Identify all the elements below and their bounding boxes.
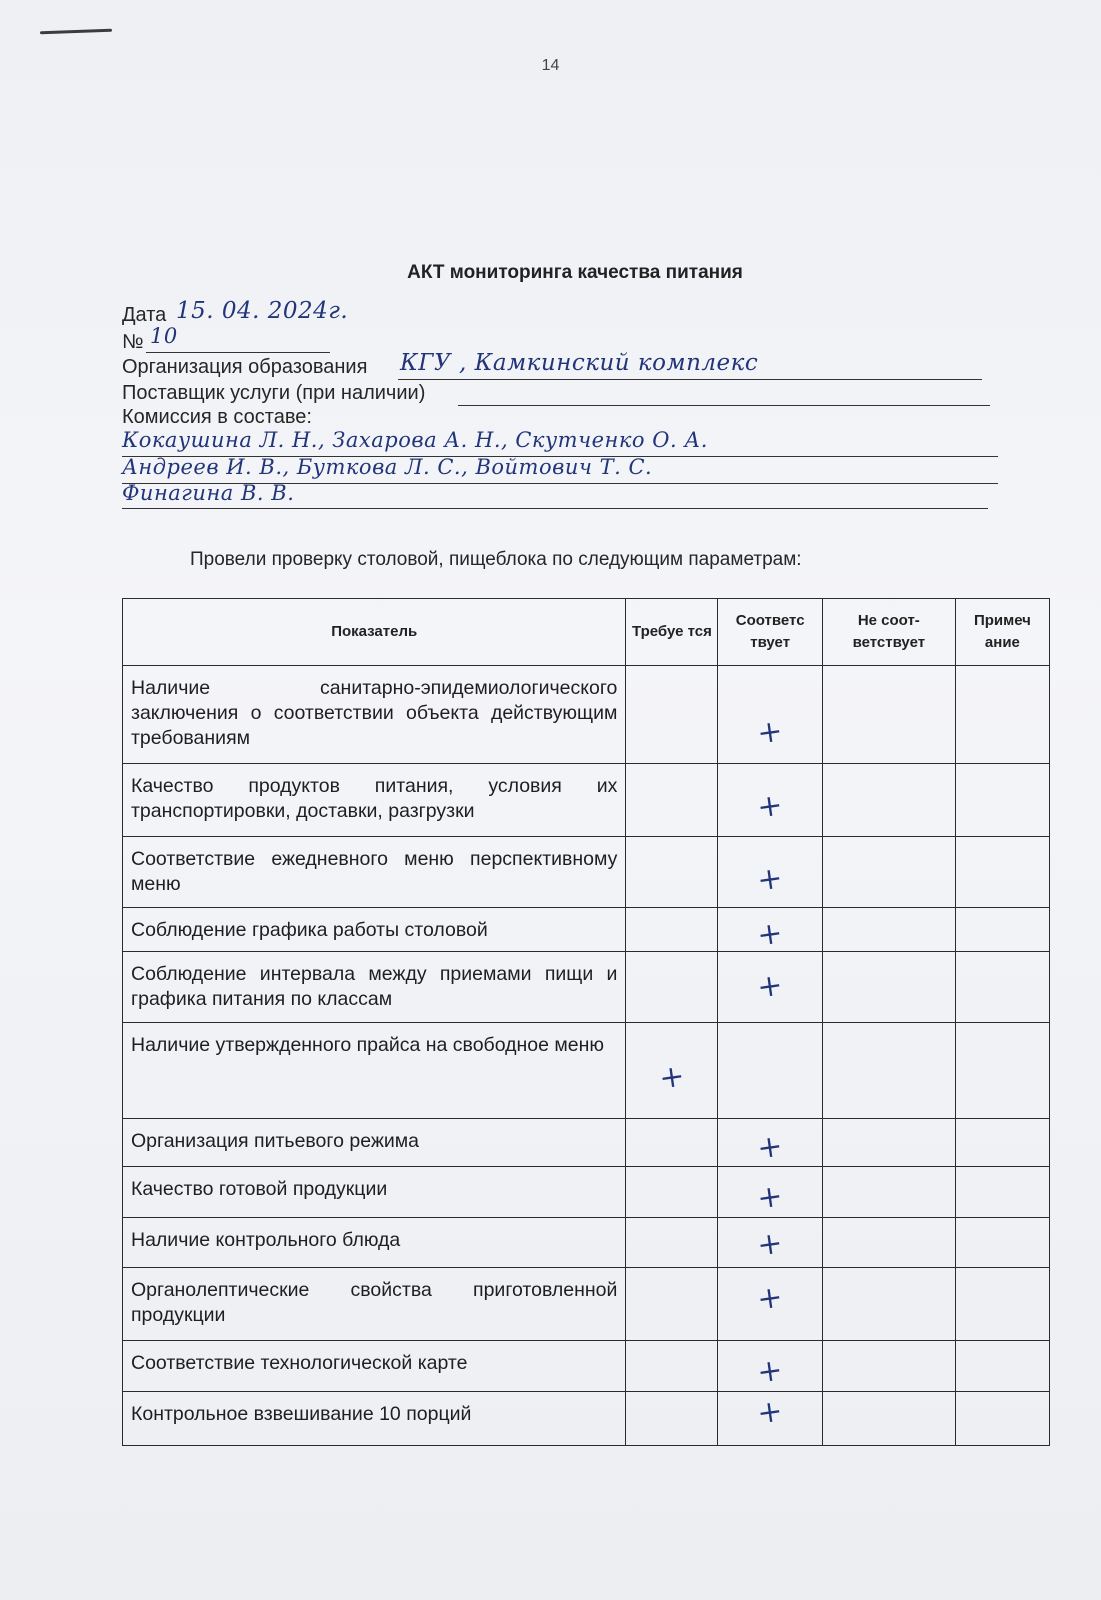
number-underline	[146, 352, 330, 353]
indicator-cell: Наличие контрольного блюда	[123, 1218, 626, 1268]
header-required: Требуе тся	[626, 599, 718, 666]
number-label: №	[122, 331, 144, 353]
table-row	[123, 837, 1050, 908]
not-complies-cell	[822, 1167, 955, 1218]
not-complies-cell	[822, 1119, 955, 1167]
table-row	[123, 908, 1050, 952]
check-mark: +	[755, 967, 785, 1006]
corner-pen-mark	[40, 29, 112, 35]
not-complies-cell	[822, 837, 955, 908]
check-mark: +	[755, 787, 785, 826]
check-mark: +	[755, 1128, 785, 1167]
table-row	[123, 666, 1050, 764]
parameters-table	[122, 598, 1050, 1446]
required-cell	[626, 764, 718, 837]
indicator-cell: Организация питьевого режима	[123, 1119, 626, 1167]
not-complies-cell	[822, 1023, 955, 1119]
commission-line-2: Андреев И. В., Буткова Л. С., Войтович Т. С.	[122, 455, 653, 479]
not-complies-cell	[822, 764, 955, 837]
complies-cell	[718, 1023, 822, 1119]
check-mark: +	[656, 1058, 687, 1097]
check-mark: +	[755, 915, 785, 954]
note-cell	[955, 666, 1049, 764]
not-complies-cell	[822, 908, 955, 952]
indicator-cell: Соблюдение интервала между приемами пищи и графика питания по классам	[123, 952, 626, 1023]
required-cell	[626, 908, 718, 952]
check-mark: +	[755, 1225, 785, 1264]
required-cell	[626, 1218, 718, 1268]
complies-cell	[718, 952, 822, 1023]
complies-cell	[718, 1167, 822, 1218]
note-cell	[955, 952, 1049, 1023]
header-complies: Соответс твует	[718, 599, 822, 666]
required-cell	[626, 666, 718, 764]
not-complies-cell	[822, 1268, 955, 1341]
note-cell	[955, 1167, 1049, 1218]
required-cell	[626, 1341, 718, 1392]
indicator-cell: Наличие утвержденного прайса на свободное меню	[123, 1023, 626, 1119]
table-row	[123, 1341, 1050, 1392]
complies-cell	[718, 764, 822, 837]
indicator-cell: Контрольное взвешивание 10 порций	[123, 1392, 626, 1446]
table-row	[123, 1268, 1050, 1341]
supplier-label: Поставщик услуги (при наличии)	[122, 382, 426, 404]
commission-label: Комиссия в составе:	[122, 406, 312, 428]
document-title: АКТ мониторинга качества питания	[407, 262, 743, 283]
org-underline	[398, 379, 982, 380]
header-indicator: Показатель	[123, 599, 626, 666]
table-header-row	[123, 599, 1050, 666]
table-row	[123, 1218, 1050, 1268]
note-cell	[955, 1023, 1049, 1119]
not-complies-cell	[822, 1392, 955, 1446]
indicator-cell: Соответствие технологической карте	[123, 1341, 626, 1392]
not-complies-cell	[822, 1341, 955, 1392]
org-value: КГУ , Камкинский комплекс	[400, 350, 759, 376]
page-number: 14	[541, 57, 560, 74]
required-cell	[626, 1392, 718, 1446]
complies-cell	[718, 1119, 822, 1167]
required-cell	[626, 1023, 718, 1119]
complies-cell	[718, 1392, 822, 1446]
note-cell	[955, 764, 1049, 837]
indicator-cell: Соответствие ежедневного меню перспективному меню	[123, 837, 626, 908]
table-row	[123, 1119, 1050, 1167]
note-cell	[955, 1268, 1049, 1341]
note-cell	[955, 908, 1049, 952]
check-mark: +	[755, 1178, 785, 1217]
note-cell	[955, 1341, 1049, 1392]
commission-line-1: Кокаушина Л. Н., Захарова А. Н., Скутченко О. А.	[122, 428, 708, 452]
complies-cell	[718, 908, 822, 952]
supplier-underline	[458, 405, 990, 406]
indicator-cell: Качество продуктов питания, условия их транспортировки, доставки, разгрузки	[123, 764, 626, 837]
check-mark: +	[755, 713, 785, 752]
complies-cell	[718, 1268, 822, 1341]
table-row	[123, 764, 1050, 837]
indicator-cell: Органолептические свойства приготовленной продукции	[123, 1268, 626, 1341]
required-cell	[626, 952, 718, 1023]
required-cell	[626, 1167, 718, 1218]
indicator-cell: Наличие санитарно-эпидемиологического заключения о соответствии объекта действующим требованиям	[123, 666, 626, 764]
indicator-cell: Качество готовой продукции	[123, 1167, 626, 1218]
header-note: Примеч ание	[955, 599, 1049, 666]
complies-cell	[718, 837, 822, 908]
note-cell	[955, 1119, 1049, 1167]
number-value: 10	[150, 324, 178, 348]
header-not-complies: Не соот-ветствует	[822, 599, 955, 666]
check-mark: +	[755, 1352, 785, 1391]
check-mark: +	[755, 1393, 785, 1432]
complies-cell	[718, 1341, 822, 1392]
date-value: 15. 04. 2024г.	[176, 298, 349, 324]
not-complies-cell	[822, 1218, 955, 1268]
complies-cell	[718, 666, 822, 764]
not-complies-cell	[822, 666, 955, 764]
intro-text: Провели проверку столовой, пищеблока по следующим параметрам:	[190, 549, 802, 570]
note-cell	[955, 1218, 1049, 1268]
table-row	[123, 1167, 1050, 1218]
not-complies-cell	[822, 952, 955, 1023]
date-label: Дата	[122, 304, 167, 326]
org-label: Организация образования	[122, 356, 368, 378]
complies-cell	[718, 1218, 822, 1268]
required-cell	[626, 837, 718, 908]
commission-line-3: Финагина В. В.	[122, 481, 295, 505]
indicator-cell: Соблюдение графика работы столовой	[123, 908, 626, 952]
note-cell	[955, 837, 1049, 908]
commission-underline-3	[122, 508, 988, 509]
note-cell	[955, 1392, 1049, 1446]
table-row	[123, 952, 1050, 1023]
required-cell	[626, 1268, 718, 1341]
table-row	[123, 1023, 1050, 1119]
required-cell	[626, 1119, 718, 1167]
check-mark: +	[755, 1279, 785, 1318]
check-mark: +	[755, 860, 785, 899]
table-row	[123, 1392, 1050, 1446]
